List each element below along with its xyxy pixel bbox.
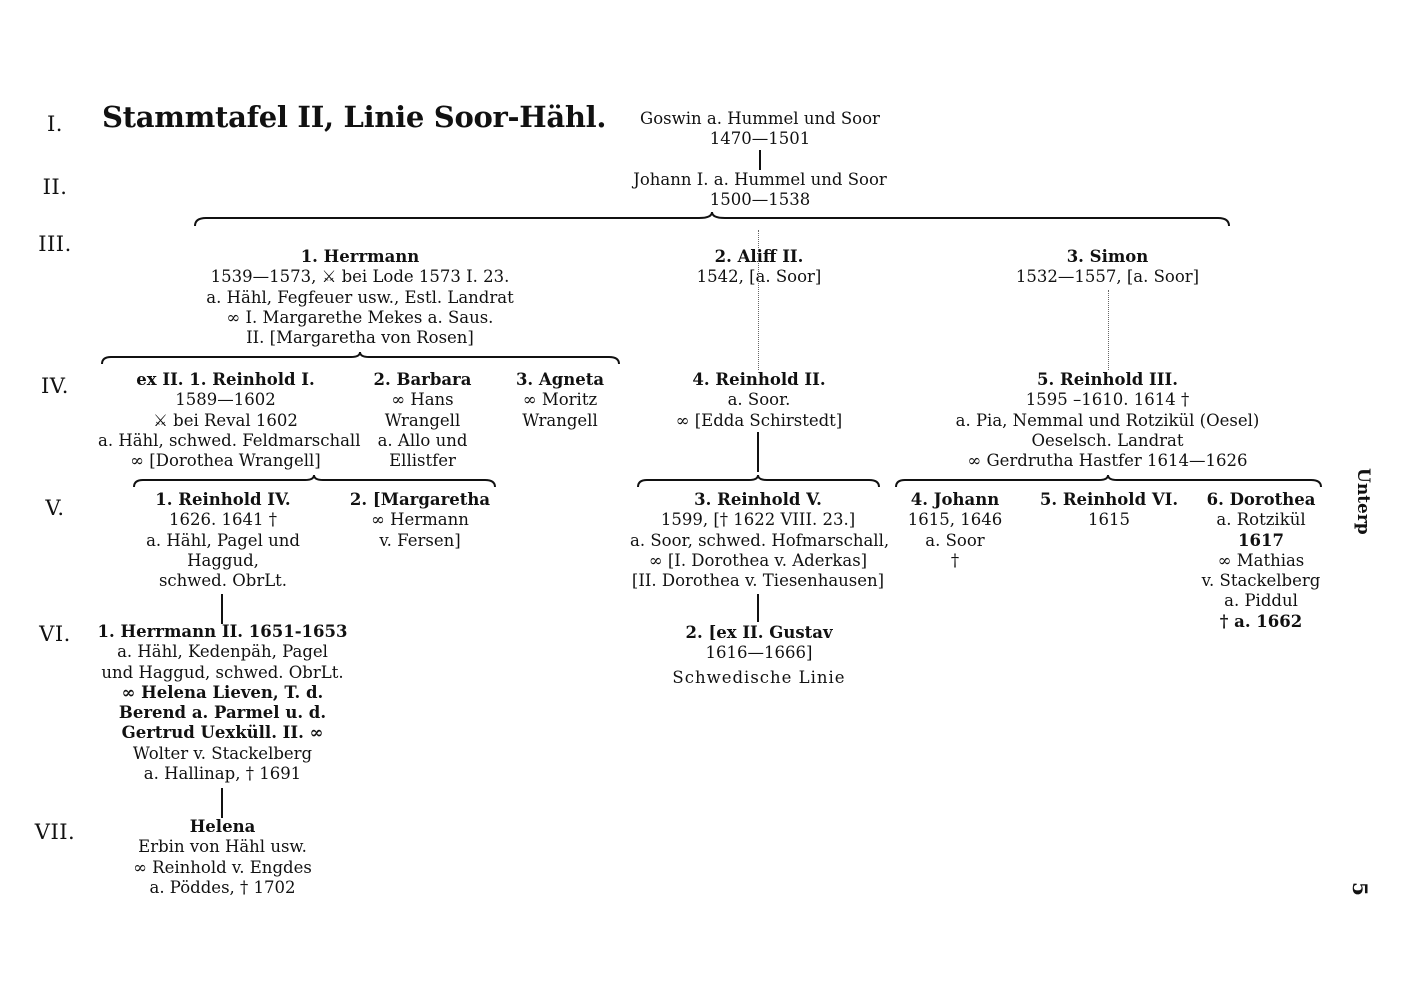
person-line: 1615, 1646: [907, 510, 1003, 530]
person-line: schwed. ObrLt.: [158, 571, 288, 591]
person-name: 6. Dorothea: [1206, 490, 1316, 509]
person-line: a. Piddul: [1224, 591, 1298, 611]
person-line: Wrangell: [522, 410, 598, 430]
person-line: 1617: [1238, 530, 1284, 550]
person-agneta-3: [500, 370, 620, 431]
person-line: ∞ Hermann: [371, 510, 469, 530]
sibling-brace-reinhold-1: [133, 475, 497, 489]
person-line: 1589—1602: [175, 390, 276, 410]
person-line: Berend a. Parmel u. d.: [118, 703, 327, 723]
generation-label-4: IV.: [41, 374, 69, 398]
person-name: 3. Simon: [1066, 247, 1149, 266]
descent-line: [221, 594, 223, 624]
person-line: a. Pöddes, † 1702: [149, 877, 296, 897]
person-dates: 1500—1538: [709, 190, 811, 210]
person-line: [II. Dorothea v. Tiesenhausen]: [631, 571, 885, 591]
person-line: 1599, [† 1622 VIII. 23.]: [660, 510, 856, 530]
person-line: Wrangell: [384, 410, 461, 430]
person-line: a. Hähl, Fegfeuer usw., Estl. Landrat: [206, 287, 514, 307]
person-line: † a. 1662: [1219, 611, 1303, 631]
person-line: ∞ I. Margarethe Mekes a. Saus.: [226, 307, 494, 327]
person-line: 1539—1573, ⚔ bei Lode 1573 I. 23.: [210, 267, 510, 287]
person-aliff-2: [640, 247, 878, 288]
generation-label-6: VI.: [39, 622, 71, 646]
sibling-brace-reinhold-3: [895, 475, 1323, 489]
person-margaretha-2: [345, 490, 495, 551]
person-line: a. Hähl, Pagel und: [146, 530, 300, 550]
person-line: ∞ [Dorothea Wrangell]: [130, 451, 321, 471]
person-goswin: [560, 109, 960, 150]
person-reinhold-6: [1030, 490, 1188, 531]
person-line: ∞ Hans: [391, 390, 454, 410]
person-name: 2. Barbara: [373, 370, 472, 389]
person-line: ∞ [I. Dorothea v. Aderkas]: [648, 550, 868, 570]
person-dates: 1470—1501: [709, 129, 811, 149]
person-line: a. Pia, Nemmal und Rotzikül (Oesel): [955, 410, 1260, 430]
sibling-brace-herrmann: [101, 352, 621, 366]
person-line: und Haggud, schwed. ObrLt.: [101, 662, 344, 682]
person-reinhold-5: [630, 490, 890, 591]
person-line: Erbin von Hähl usw.: [138, 837, 307, 857]
running-header: Unterp: [1353, 468, 1373, 535]
page-number: 5: [1348, 882, 1372, 896]
person-reinhold-2: [640, 370, 878, 431]
person-reinhold-1: [98, 370, 361, 471]
person-name: 2. [ex II. Gustav: [685, 623, 833, 642]
person-line: a. Hallinap, † 1691: [143, 764, 302, 784]
person-line: 1542, [a. Soor]: [696, 267, 822, 287]
child-brace-reinhold-2: [637, 475, 881, 489]
person-name: Goswin a. Hummel und Soor: [640, 109, 880, 128]
person-name: 1. Reinhold IV.: [155, 490, 291, 509]
dotted-descent-line: [758, 230, 759, 370]
person-dorothea-6: [1195, 490, 1327, 632]
person-line: 1532—1557, [a. Soor]: [1015, 267, 1200, 287]
person-barbara-2: [355, 370, 490, 471]
person-line: a. Soor, schwed. Hofmarschall,: [630, 530, 890, 550]
person-line: ∞ [Edda Schirstedt]: [675, 410, 843, 430]
person-line: Ellistfer: [389, 451, 456, 471]
page-title: Stammtafel II, Linie Soor-Hähl.: [102, 100, 607, 134]
sibling-brace-gen3: [194, 212, 1230, 228]
generation-label-5: V.: [45, 496, 65, 520]
person-reinhold-4: [103, 490, 343, 591]
person-line: a. Hähl, Kedenpäh, Pagel: [117, 642, 328, 662]
descent-line: [757, 432, 759, 472]
person-name: 5. Reinhold VI.: [1039, 490, 1179, 509]
person-line: Oeselsch. Landrat: [1031, 430, 1184, 450]
person-name: Helena: [189, 817, 256, 836]
person-line: ∞ Moritz: [522, 390, 598, 410]
person-name: 4. Reinhold II.: [692, 370, 826, 389]
person-line: 1615: [1088, 510, 1130, 530]
person-johann-4: [895, 490, 1015, 571]
person-name: ex II. 1. Reinhold I.: [136, 370, 315, 389]
person-line: II. [Margaretha von Rosen]: [246, 328, 474, 348]
person-name: 3. Agneta: [515, 370, 605, 389]
person-line: v. Stackelberg: [1201, 571, 1321, 591]
person-line: ∞ Gerdrutha Hastfer 1614—1626: [967, 451, 1248, 471]
person-line: v. Fersen]: [379, 530, 461, 550]
person-herrmann-1: [170, 247, 550, 348]
person-line: a. Soor.: [727, 390, 791, 410]
person-gustav-2: [640, 623, 878, 688]
descent-line: [221, 788, 223, 818]
person-line: a. Soor: [925, 530, 985, 550]
person-name: 1. Herrmann II. 1651-1653: [97, 622, 348, 641]
person-line: 1595 –1610. 1614 †: [1025, 390, 1190, 410]
person-name: 2. [Margaretha: [349, 490, 491, 509]
generation-label-7: VII.: [34, 820, 76, 844]
person-line: 1616—1666]: [705, 643, 813, 663]
person-line: ⚔ bei Reval 1602: [153, 410, 298, 430]
person-line: a. Rotzikül: [1216, 510, 1306, 530]
generation-label-2: II.: [42, 175, 68, 199]
person-name: 4. Johann: [910, 490, 1000, 509]
person-line: ∞ Reinhold v. Engdes: [133, 857, 312, 877]
person-name: 3. Reinhold V.: [694, 490, 822, 509]
person-reinhold-3: [920, 370, 1295, 471]
person-simon-3: [985, 247, 1230, 288]
person-line: ∞ Mathias: [1217, 550, 1305, 570]
person-line: a. Hähl, schwed. Feldmarschall: [98, 430, 361, 450]
person-name: Johann I. a. Hummel und Soor: [633, 170, 887, 189]
dotted-descent-line: [1108, 290, 1109, 370]
person-line: ∞ Helena Lieven, T. d.: [121, 682, 324, 702]
generation-label-1: I.: [47, 112, 63, 136]
person-name: 2. Aliff II.: [714, 247, 804, 266]
person-line: a. Allo und: [377, 430, 468, 450]
person-line: Haggud,: [187, 550, 259, 570]
person-line: Wolter v. Stackelberg: [132, 743, 313, 763]
person-line: Gertrud Uexküll. II. ∞: [121, 723, 324, 743]
generation-label-3: III.: [38, 232, 72, 256]
descent-line: [759, 150, 761, 170]
person-name: 1. Herrmann: [300, 247, 420, 266]
person-herrmann-2: [90, 622, 355, 784]
person-name: 5. Reinhold III.: [1037, 370, 1178, 389]
lineage-note: Schwedische Linie: [672, 667, 846, 687]
person-helena: [100, 817, 345, 898]
person-line: †: [950, 550, 960, 570]
descent-line: [757, 594, 759, 622]
person-line: 1626. 1641 †: [169, 510, 277, 530]
person-johann-1: [560, 170, 960, 211]
